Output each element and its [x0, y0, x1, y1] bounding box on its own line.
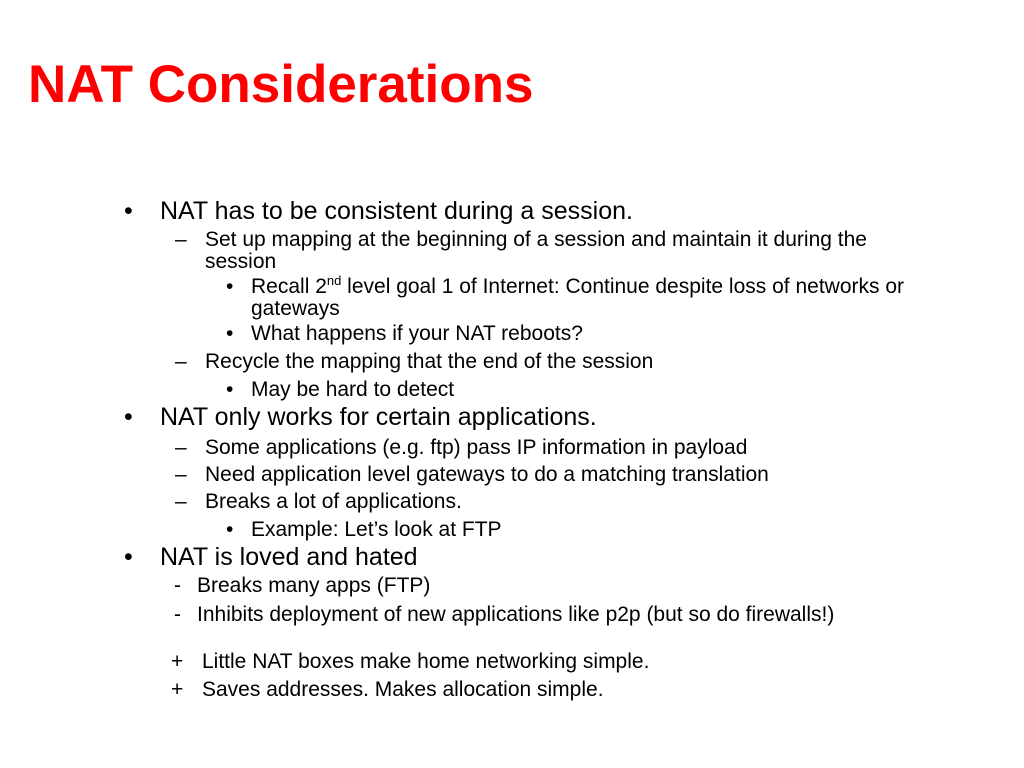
bullet-marker: •: [226, 322, 234, 345]
superscript: nd: [326, 273, 342, 288]
sub-text: Recycle the mapping that the end of the session: [205, 350, 654, 373]
bullet-text: NAT only works for certain applications.: [160, 403, 597, 431]
sub-text: Need application level gateways to do a matching translation: [205, 463, 769, 486]
sub-sub-text: What happens if your NAT reboots?: [251, 322, 583, 345]
sub-text: Some applications (e.g. ftp) pass IP information in payload: [205, 436, 748, 459]
sub-sub-text: Recall 2nd level goal 1 of Internet: Continue despite loss of networks or gateways: [251, 273, 904, 320]
bullet-marker: •: [226, 275, 234, 298]
sub-text: Little NAT boxes make home networking simple.: [202, 650, 650, 673]
sub-sub-text: May be hard to detect: [251, 378, 455, 401]
plus-marker: +: [171, 650, 184, 673]
bullet-text: NAT has to be consistent during a session.: [160, 197, 633, 225]
dash-marker: –: [175, 490, 187, 513]
bullet-marker: •: [226, 518, 234, 541]
sub-text: Breaks a lot of applications.: [205, 490, 462, 513]
bullet-marker: •: [226, 378, 234, 401]
dash-marker: –: [175, 436, 187, 459]
bullet-marker: •: [124, 197, 133, 225]
bullet-text: NAT is loved and hated: [160, 543, 418, 571]
sub-text: Saves addresses. Makes allocation simple.: [202, 678, 604, 701]
minus-marker: -: [174, 574, 181, 597]
dash-marker: –: [175, 228, 187, 251]
plus-marker: +: [171, 678, 184, 701]
sub-text: Set up mapping at the beginning of a session and maintain it during the session: [205, 228, 867, 273]
sub-sub-text: Example: Let’s look at FTP: [251, 518, 502, 541]
sub-text: Inhibits deployment of new applications like p2p (but so do firewalls!): [197, 603, 835, 626]
bullet-marker: •: [124, 543, 133, 571]
sub-text: Breaks many apps (FTP): [197, 574, 431, 597]
dash-marker: –: [175, 350, 187, 373]
minus-marker: -: [174, 603, 181, 626]
bullet-marker: •: [124, 403, 133, 431]
dash-marker: –: [175, 463, 187, 486]
slide-title: NAT Considerations: [28, 55, 534, 114]
